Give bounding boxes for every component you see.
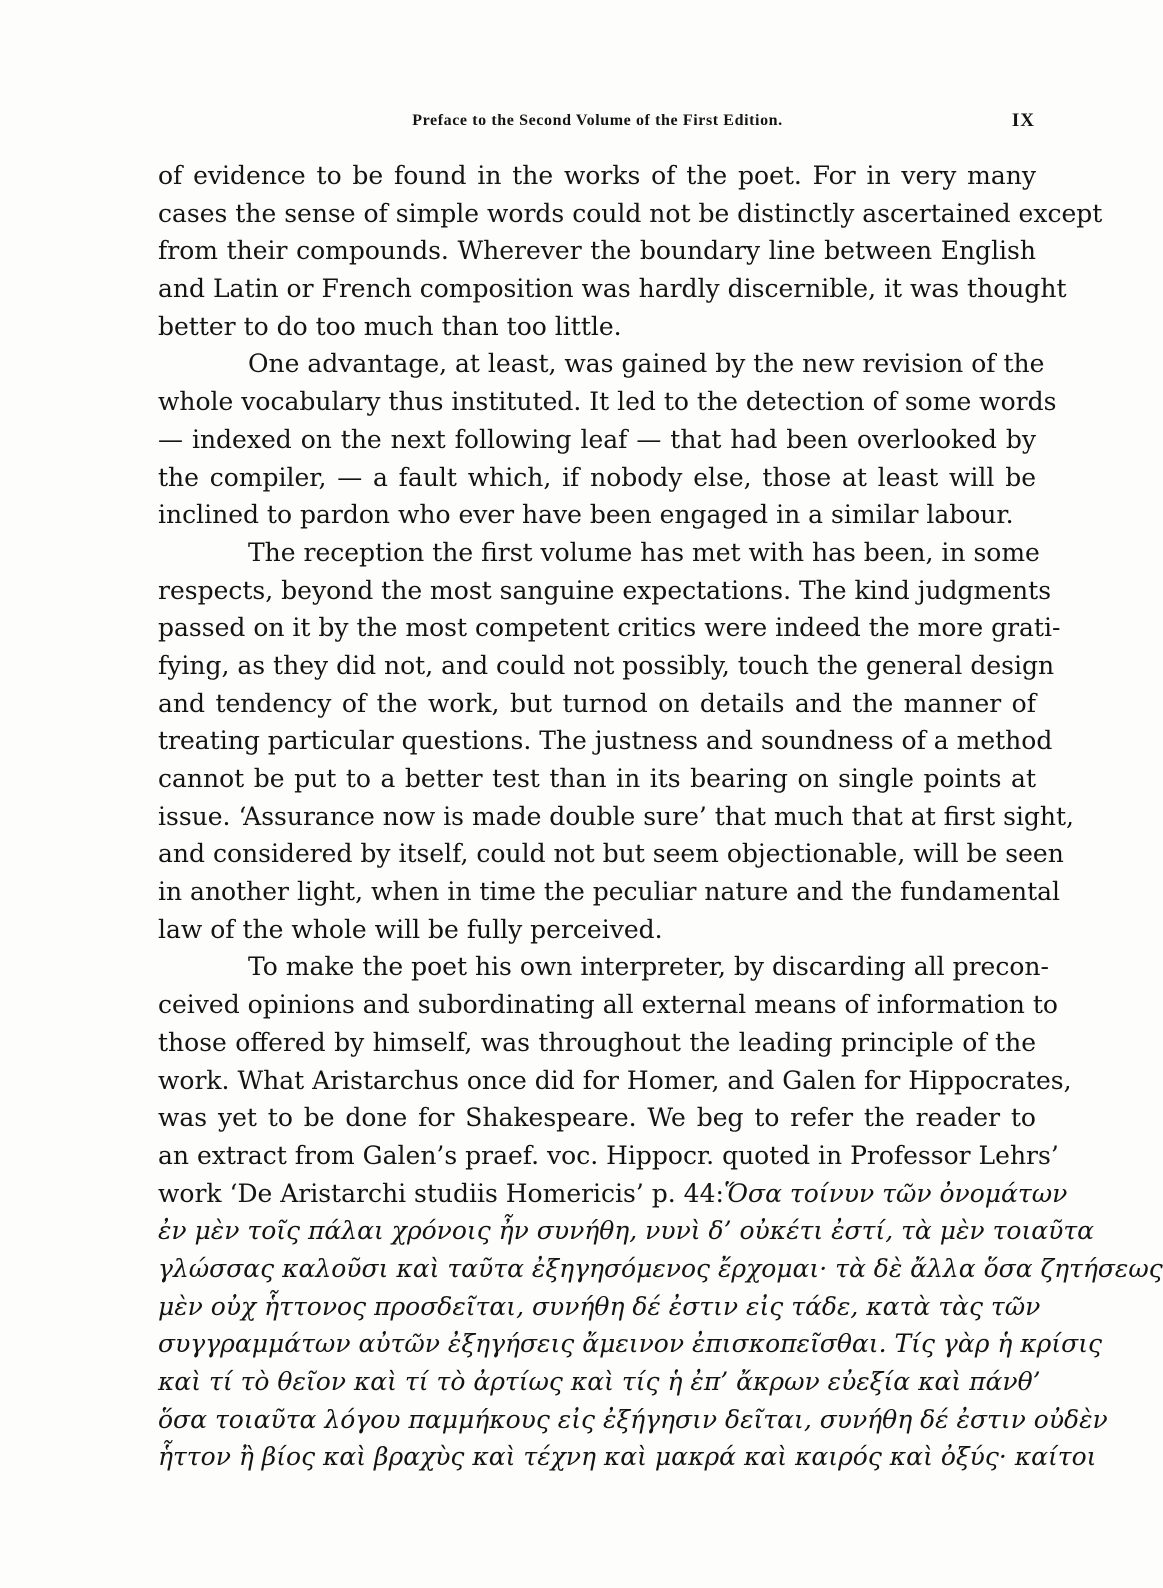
text-line: cases the sense of simple words could not be distinctly ascertained except (158, 198, 1103, 228)
text-line: law of the whole will be fully perceived. (158, 914, 663, 944)
text-line: respects, beyond the most sanguine expectations. The kind judgments (158, 575, 1052, 605)
greek-line: γλώσσας καλοῦσι καὶ ταῦτα ἐξηγησόμενος ἔρχομαι· τὰ δὲ ἄλλα ὅσα ζητήσεως (158, 1253, 1163, 1283)
text-line: better to do too much than too little. (158, 311, 622, 341)
running-head (160, 108, 1035, 138)
greek-line: μὲν οὐχ ἧττονος προσδεῖται, συνήθη δέ ἐστιν εἰς τάδε, κατὰ τὰς τῶν (158, 1291, 1041, 1321)
latin-segment: work ‘De Aristarchi studiis Homericis’ p. 44: (158, 1178, 724, 1208)
greek-line: συγγραμμάτων αὐτῶν ἐξηγήσεις ἄμεινον ἐπισκοπεῖσθαι. Τίς γὰρ ἡ κρίσις (158, 1329, 1103, 1359)
text-line: work. What Aristarchus once did for Homer, and Galen for Hippocrates, (158, 1065, 1072, 1095)
text-line: passed on it by the most competent critics were indeed the more grati- (158, 613, 1061, 643)
text-line: fying, as they did not, and could not possibly, touch the general design (158, 650, 1055, 680)
page-number: IX (1011, 110, 1035, 131)
text-line: — indexed on the next following leaf — that had been overlooked by (158, 424, 1036, 454)
text-line: those offered by himself, was throughout the leading principle of the (158, 1027, 1036, 1057)
text-line: issue. ‘Assurance now is made double sure’ that much that at first sight, (158, 801, 1074, 831)
text-line: and tendency of the work, but turnod on details and the manner of (158, 688, 1036, 718)
text-line: cannot be put to a better test than in its bearing on single points at (158, 764, 1036, 793)
paragraph-first-line: To make the poet his own interpreter, by discarding all precon- (248, 952, 1049, 982)
body-text (158, 157, 1163, 1476)
greek-line: καὶ τί τὸ θεῖον καὶ τί τὸ ἀρτίως καὶ τίς ἡ ἐπ’ ἄκρων εὐεξία καὶ πάνθ’ (158, 1367, 1041, 1396)
text-line: was yet to be done for Shakespeare. We beg to refer the reader to (158, 1103, 1036, 1133)
text-line: an extract from Galen’s praef. voc. Hippocr. quoted in Professor Lehrs’ (158, 1140, 1059, 1170)
greek-line: ὅσα τοιαῦτα λόγου παμμήκους εἰς ἐξήγησιν δεῖται, συνήθη δέ ἐστιν οὐδὲν (158, 1404, 1108, 1434)
text-line: of evidence to be found in the works of the poet. For in very many (158, 161, 1036, 190)
greek-line: ἧττον ἢ βίος καὶ βραχὺς καὶ τέχνη καὶ μακρά καὶ καιρός καὶ ὀξύς· καίτοι (158, 1442, 1097, 1472)
text-line: inclined to pardon who ever have been engaged in a similar labour. (158, 500, 1014, 530)
paragraph-first-line: One advantage, at least, was gained by the new revision of the (248, 349, 1045, 379)
text-line: from their compounds. Wherever the boundary line between English (158, 236, 1036, 266)
text-line: and Latin or French composition was hardly discernible, it was thought (158, 274, 1067, 304)
text-line: in another light, when in time the peculiar nature and the fundamental (158, 877, 1061, 907)
text-line: ceived opinions and subordinating all external means of information to (158, 990, 1058, 1020)
greek-line: ἐν μὲν τοῖς πάλαι χρόνοις ἦν συνήθη, νυνὶ δ’ οὐκέτι ἐστί, τὰ μὲν τοιαῦτα (158, 1216, 1095, 1246)
text-line: the compiler, — a fault which, if nobody else, those at least will be (158, 462, 1036, 492)
text-line: and considered by itself, could not but seem objectionable, will be seen (158, 839, 1064, 869)
greek-quote-start: Ὅσα τοίνυν τῶν ὀνομάτων (723, 1178, 1068, 1208)
text-line: whole vocabulary thus instituted. It led to the detection of some words (158, 387, 1057, 417)
text-line-with-greek (158, 1175, 1068, 1213)
paragraph-first-line: The reception the first volume has met with has been, in some (248, 537, 1040, 567)
text-line: treating particular questions. The justness and soundness of a method (158, 726, 1053, 756)
running-title: Preface to the Second Volume of the First Edition. (412, 112, 783, 129)
